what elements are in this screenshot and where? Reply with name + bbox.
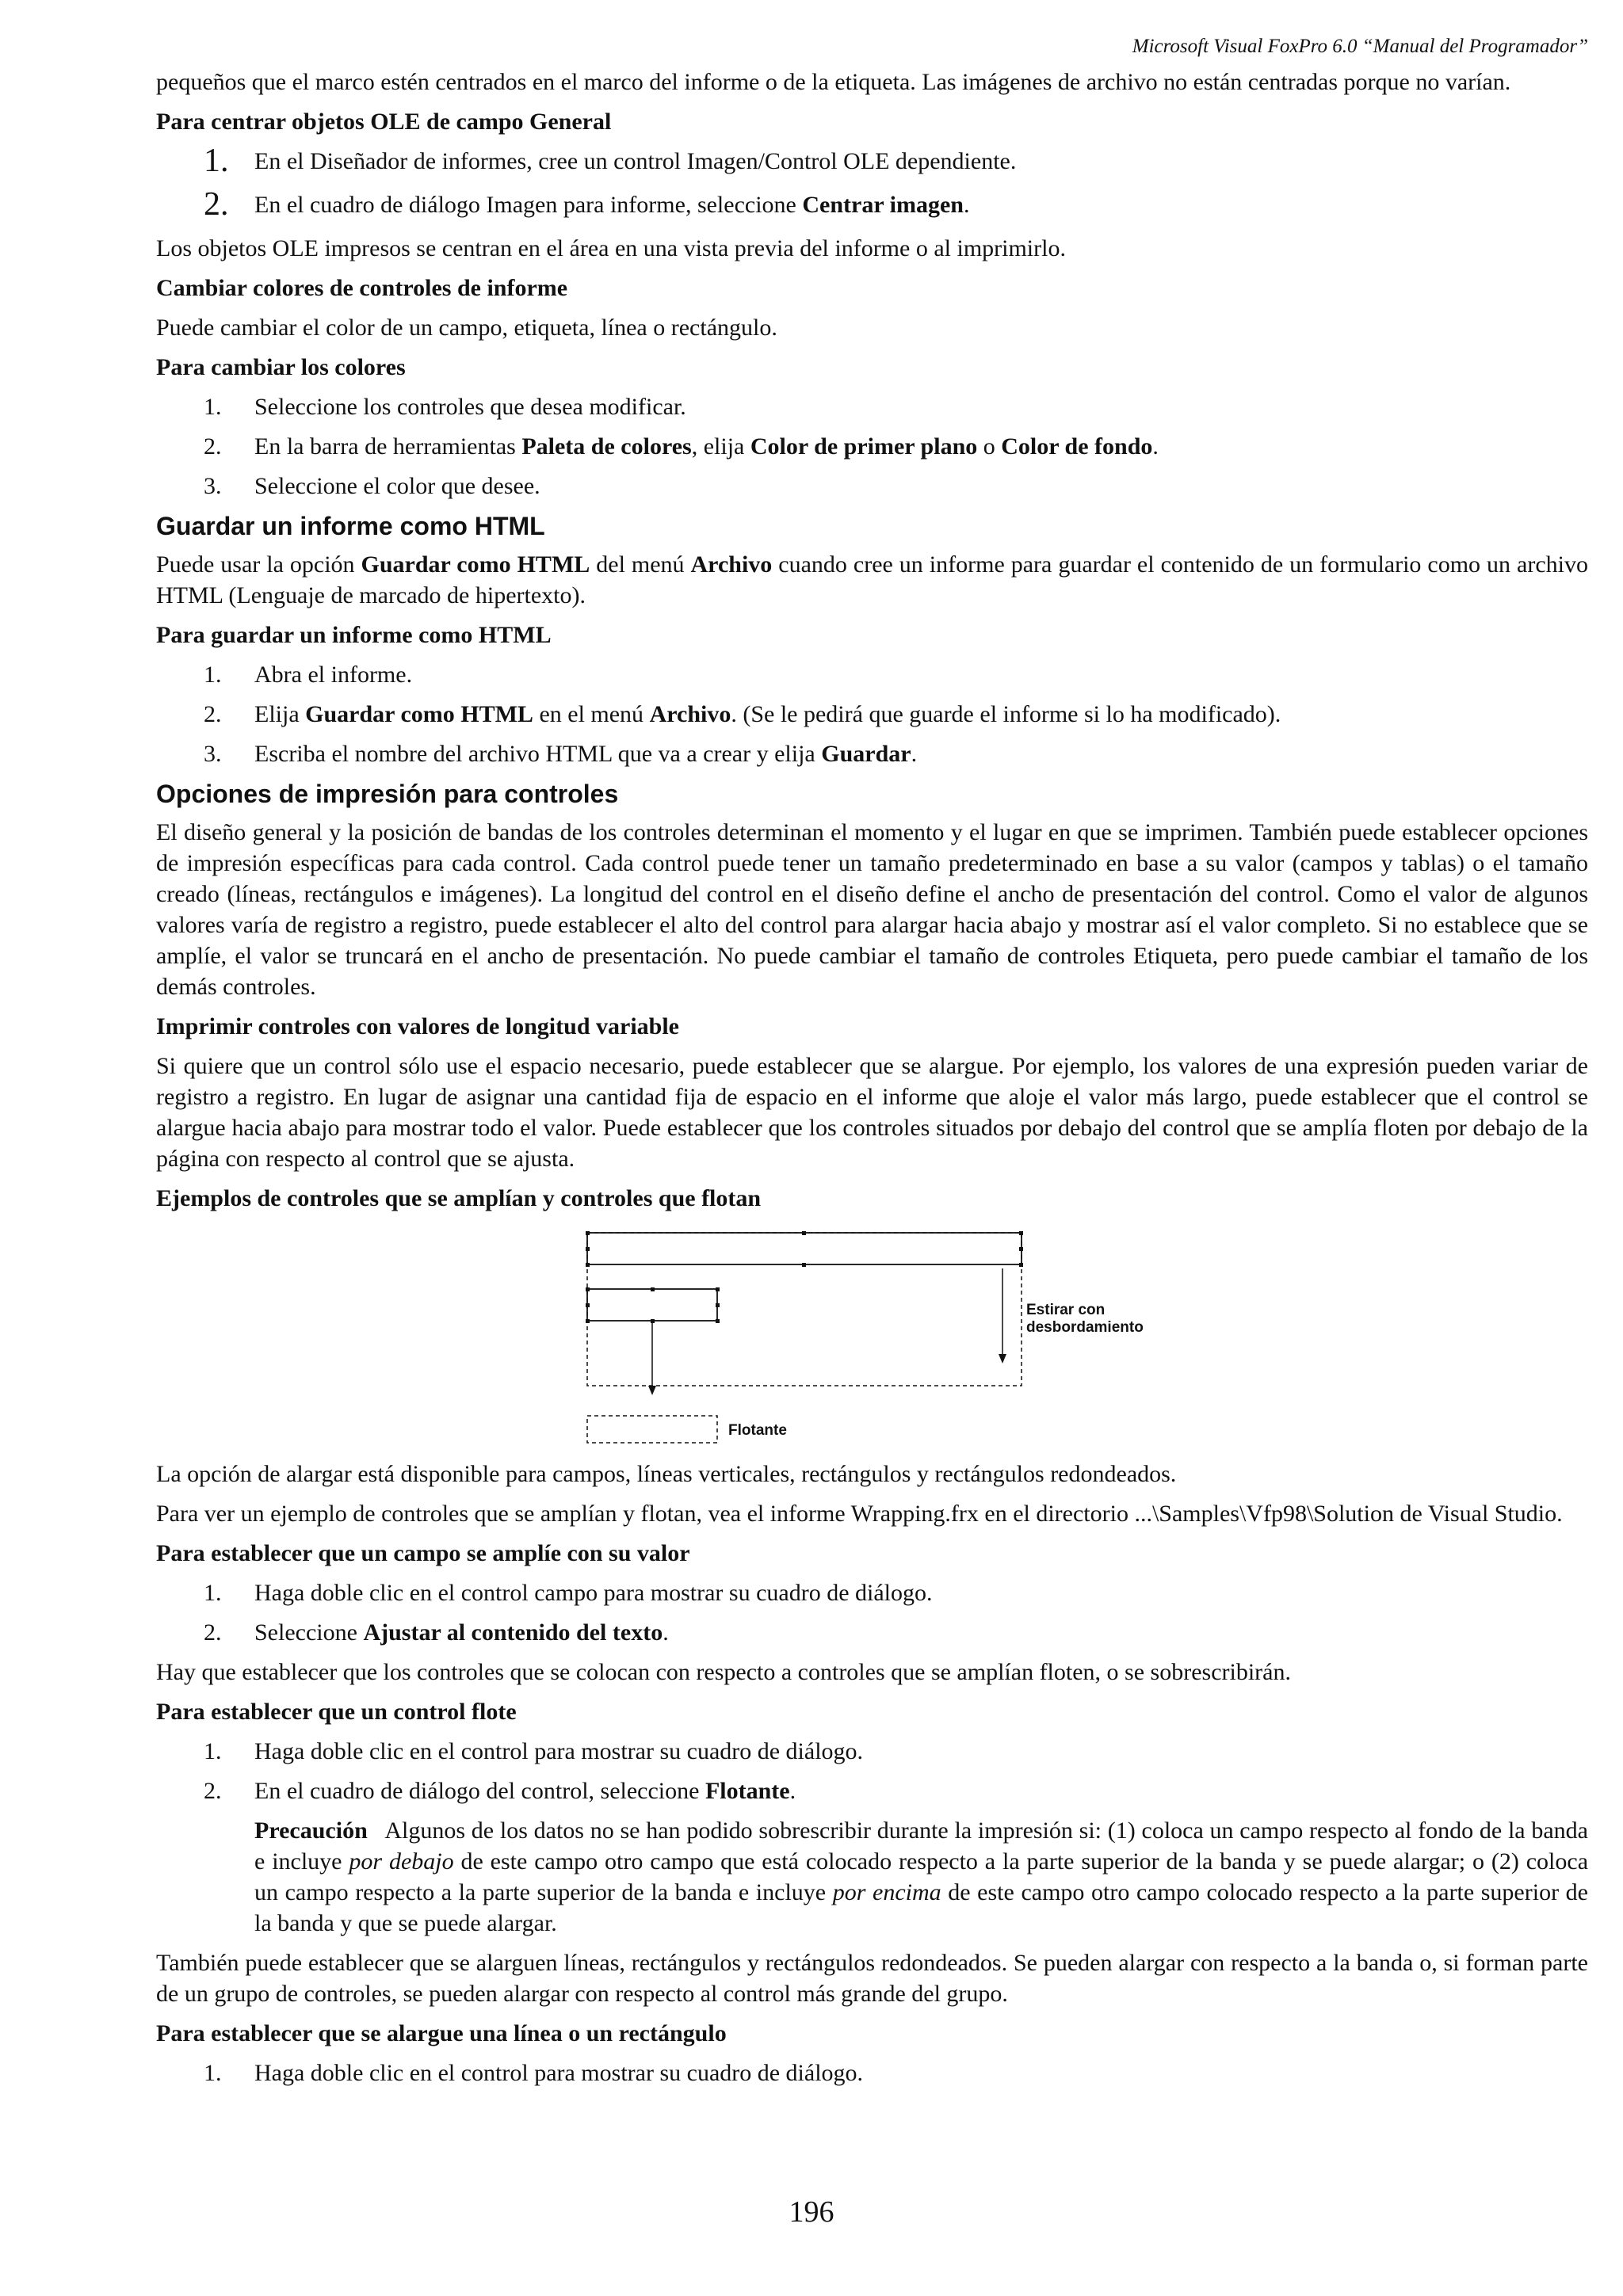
caution-note — [156, 1815, 1594, 1939]
heading-center-ole: Para centrar objetos OLE de campo General — [156, 109, 612, 135]
list-text: Haga doble clic en el control para mostrar su cuadro de diálogo. — [254, 2060, 864, 2086]
handle — [802, 1231, 806, 1235]
example-report-paragraph: Para ver un ejemplo de controles que se amplían y flotan, vea el informe Wrapping.frx en el directorio ...\Samples\Vfp98\Solution de Visual Studio. — [156, 1501, 1563, 1527]
list-item — [156, 1617, 1588, 1648]
heading-change-colors: Cambiar colores de controles de informe — [156, 275, 568, 301]
punct: . — [911, 741, 918, 767]
list-text: Haga doble clic en el control para mostrar su cuadro de diálogo. — [254, 1738, 864, 1764]
list-number: 1. — [204, 2060, 222, 2086]
heading-stretch-field: Para establecer que un campo se amplíe con su valor — [156, 1540, 690, 1566]
list-item — [156, 1775, 1588, 1806]
handle — [802, 1263, 806, 1267]
page-number: 196 — [789, 2195, 834, 2229]
list-number: 1. — [204, 394, 222, 420]
ui-term: Archivo — [649, 701, 731, 727]
stretch-float-diagram — [586, 1229, 1144, 1451]
handle — [1019, 1263, 1023, 1267]
ui-term: Ajustar al contenido del texto — [363, 1619, 663, 1646]
heading-figure-examples: Ejemplos de controles que se amplían y controles que flotan — [156, 1185, 762, 1211]
text-run: de este campo otro campo que está colocado respecto a la parte superior de la banda y se puede alargar; o (2) coloca un campo respecto a la parte superior de la banda e incluye — [254, 1848, 1589, 1905]
handle — [716, 1319, 720, 1323]
list-text: En la barra de herramientas — [254, 433, 522, 460]
list-text: Seleccione los controles que desea modificar. — [254, 394, 686, 420]
list-text: , elija — [691, 433, 750, 460]
list-item — [156, 391, 1588, 422]
list-number: 2. — [204, 1619, 222, 1646]
list-text: Elija — [254, 701, 306, 727]
emphasis: por encima — [832, 1879, 941, 1905]
float-arrow-head — [648, 1386, 656, 1395]
list-change-colors — [156, 391, 1588, 502]
emphasis: por debajo — [349, 1848, 454, 1875]
small-field — [587, 1289, 717, 1321]
list-text: . (Se le pedirá que guarde el informe si lo ha modificado). — [731, 701, 1281, 727]
ui-term: Guardar como HTML — [361, 551, 590, 578]
punct: . — [789, 1778, 796, 1804]
ole-note-paragraph: Los objetos OLE impresos se centran en el área en una vista previa del informe o al imprimirlo. — [156, 235, 1066, 261]
list-item — [156, 659, 1588, 690]
text-run: de este campo otro campo colocado respecto a la parte superior de la banda y que se puede alargar. — [254, 1879, 1588, 1936]
list-number: 2. — [204, 1778, 222, 1804]
label-stretch-1: Estirar con — [1026, 1302, 1106, 1318]
handle — [586, 1263, 590, 1267]
ui-term: Color de fondo — [1001, 433, 1153, 460]
punct: . — [963, 192, 970, 218]
heading-stretch-line: Para establecer que se alargue una línea o un rectángulo — [156, 2020, 727, 2046]
handle — [586, 1287, 590, 1291]
heading-save-html-steps: Para guardar un informe como HTML — [156, 622, 552, 648]
handle — [651, 1287, 655, 1291]
floating-field — [587, 1416, 717, 1443]
list-item — [156, 471, 1588, 502]
punct: . — [1152, 433, 1159, 460]
intro-paragraph: pequeños que el marco estén centrados en el marco del informe o de la etiqueta. Las imágenes de archivo no están centradas porque no varían. — [156, 69, 1511, 95]
list-text: En el cuadro de diálogo Imagen para informe, seleccione — [254, 192, 803, 218]
list-center-ole — [156, 143, 1588, 223]
handle — [586, 1319, 590, 1323]
running-header: Microsoft Visual FoxPro 6.0 “Manual del Programador” — [1132, 36, 1588, 57]
list-save-html — [156, 659, 1588, 769]
text-run: Puede usar la opción — [156, 551, 361, 578]
heading-float-control: Para establecer que un control flote — [156, 1699, 517, 1725]
list-number: 2. — [204, 186, 229, 223]
stretch-field — [587, 1233, 1022, 1264]
list-item — [156, 186, 1588, 223]
ui-term: Guardar — [821, 741, 911, 767]
text-run: del menú — [590, 551, 691, 578]
stretch-lines-paragraph: También puede establecer que se alarguen líneas, rectángulos y rectángulos redondeados. Se pueden alargar con respecto a la banda o, si forman parte de un grupo de controles, se pueden alargar con respecto al control más grande del grupo. — [156, 1950, 1588, 2007]
overwrite-paragraph: Hay que establecer que los controles que se colocan con respecto a controles que se amplían floten, o se sobrescribirán. — [156, 1659, 1291, 1685]
figure-stretch-float — [156, 1222, 1588, 1452]
colors-paragraph: Puede cambiar el color de un campo, etiqueta, línea o rectángulo. — [156, 315, 777, 341]
list-number: 1. — [204, 1580, 222, 1606]
list-number: 3. — [204, 741, 222, 767]
list-item — [156, 2058, 1588, 2088]
list-stretch-field — [156, 1577, 1588, 1648]
stretch-arrow-head — [999, 1354, 1006, 1363]
list-stretch-line — [156, 2058, 1588, 2088]
list-text: En el cuadro de diálogo del control, seleccione — [254, 1778, 705, 1804]
handle — [586, 1247, 590, 1251]
ui-term: Flotante — [705, 1778, 790, 1804]
list-item — [156, 699, 1588, 730]
list-number: 1. — [204, 143, 229, 179]
ui-term: Color de primer plano — [750, 433, 978, 460]
ui-term: Centrar imagen — [802, 192, 964, 218]
list-text: Haga doble clic en el control campo para mostrar su cuadro de diálogo. — [254, 1580, 933, 1606]
stretch-availability-paragraph: La opción de alargar está disponible para campos, líneas verticales, rectángulos y rectángulos redondeados. — [156, 1461, 1177, 1487]
list-text: Seleccione el color que desee. — [254, 473, 540, 499]
list-number: 1. — [204, 1738, 222, 1764]
list-item — [156, 431, 1588, 462]
list-text: en el menú — [533, 701, 650, 727]
list-number: 2. — [204, 701, 222, 727]
list-item — [156, 1577, 1588, 1608]
list-number: 1. — [204, 662, 222, 688]
list-float-control — [156, 1736, 1588, 1806]
heading-save-html: Guardar un informe como HTML — [156, 512, 545, 540]
ui-term: Paleta de colores — [521, 433, 692, 460]
print-options-paragraph: El diseño general y la posición de bandas de los controles determinan el momento y el lugar en que se imprimen. También puede establecer opciones de impresión específicas para cada control. Cada control puede tener un tamaño predeterminado en base a su valor (campos y tablas) o el tamaño creado (líneas, rectángulos e imágenes). La longitud del control en el diseño define el ancho de presentación del control. Como el valor de algunos valores varía de registro a registro, puede establecer el alto del control para alargar hacia abajo y mostrar así el valor completo. Si no establece que se amplíe, el valor se truncará en el ancho de presentación. No puede cambiar el tamaño de controles Etiqueta, pero puede cambiar el tamaño de los demás controles. — [156, 819, 1588, 1000]
label-float: Flotante — [728, 1422, 787, 1439]
ui-term: Guardar como HTML — [305, 701, 533, 727]
list-text: Escriba el nombre del archivo HTML que va a crear y elija — [254, 741, 822, 767]
heading-variable-length: Imprimir controles con valores de longitud variable — [156, 1013, 679, 1039]
handle — [586, 1303, 590, 1307]
handle — [716, 1287, 720, 1291]
label-stretch-2: desbordamiento — [1026, 1319, 1144, 1336]
heading-change-colors-steps: Para cambiar los colores — [156, 354, 406, 380]
punct: . — [663, 1619, 669, 1646]
save-html-paragraph — [156, 549, 1588, 611]
list-text: Abra el informe. — [254, 662, 413, 688]
list-item — [156, 1736, 1588, 1767]
handle — [1019, 1231, 1023, 1235]
variable-length-paragraph: Si quiere que un control sólo use el espacio necesario, puede establecer que se alargue. Por ejemplo, los valores de una expresión pueden variar de registro a registro. En lugar de asignar una cantidad fija de espacio en el informe que aloje el valor más largo, puede establecer que el control se alargue hacia abajo para mostrar todo el valor. Puede establecer que los controles situados por debajo del control que se amplía floten por debajo de la página con respecto al control que se ajusta. — [156, 1053, 1588, 1172]
list-item — [156, 738, 1588, 769]
handle — [651, 1319, 655, 1323]
text-run: Algunos de los datos no se han podido sobrescribir durante la impresión si: (1) coloca un campo respecto al fondo de la banda e incluye — [254, 1817, 1594, 1875]
heading-print-options: Opciones de impresión para controles — [156, 780, 619, 808]
text-run: cuando cree un informe para guardar el contenido de un formulario como un archivo HTML (Lenguaje de marcado de hipertexto). — [156, 551, 1588, 608]
handle — [716, 1303, 720, 1307]
list-text: Seleccione — [254, 1619, 364, 1646]
list-text: En el Diseñador de informes, cree un control Imagen/Control OLE dependiente. — [254, 148, 1017, 174]
list-number: 3. — [204, 473, 222, 499]
list-text: o — [977, 433, 1002, 460]
caution-label: Precaución — [254, 1817, 368, 1844]
handle — [586, 1231, 590, 1235]
list-number: 2. — [204, 433, 222, 460]
ui-term: Archivo — [690, 551, 773, 578]
list-item — [156, 143, 1588, 179]
handle — [1019, 1247, 1023, 1251]
